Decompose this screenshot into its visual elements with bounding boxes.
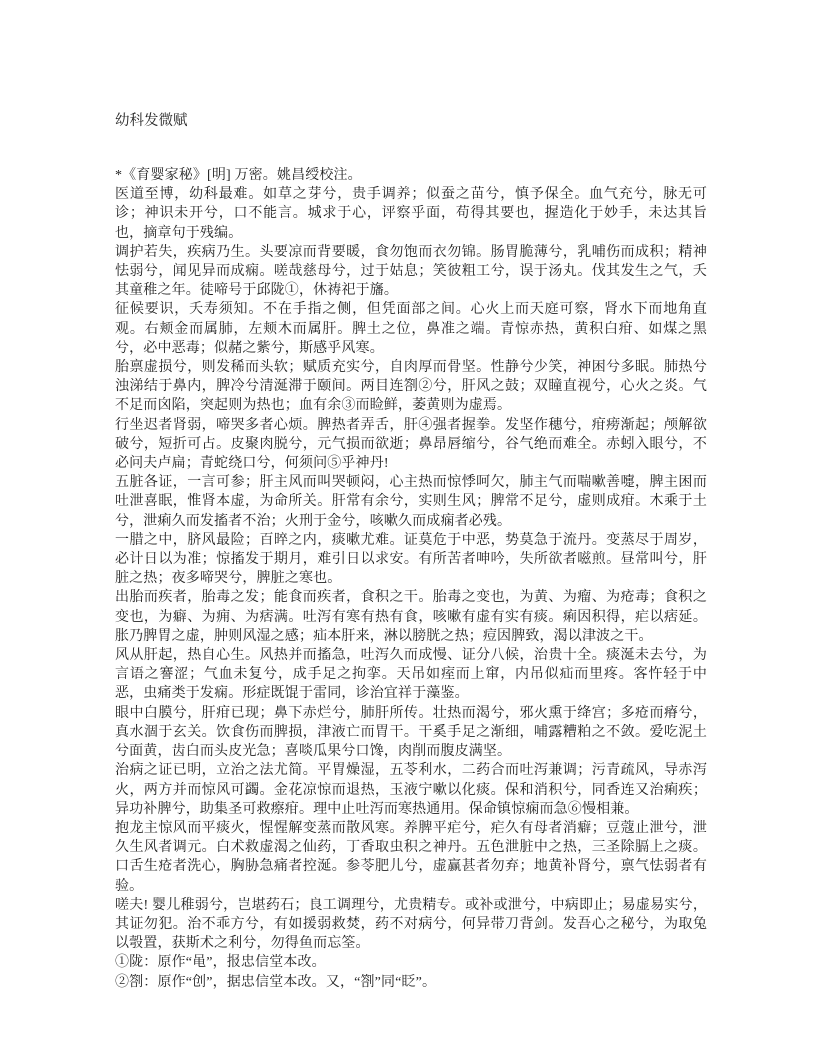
paragraph-12: 抱龙主惊风而平痰火，惺惺解变蒸而散风寒。养脾平疟兮，疟久有母者消癖；豆蔻止泄兮，泄久生风者调元。白术救虚渴之仙药，丁香取虫积之神丹。五色泄脏中之热，三圣除膈上之痰。口舌生疮者洗心，胸胁急痛者控涎。参苓肥儿兮，虚赢甚者勿弃；地黄补肾兮，禀气怯弱者有验。 (115, 820, 707, 894)
paragraph-8: 出胎而疾者，胎毒之发；能食而疾者，食积之干。胎毒之变也，为黄、为瘤、为疮毒；食积之变也，为癖、为痈、为痞满。吐泻有寒有热有食，咳嗽有虚有实有痰。痢因积得，疟以痞延。胀乃脾胃之虚，肿则风湿之感；疝本肝来，淋以膀胱之热；痘因脾致，渴以津波之干。 (115, 590, 707, 644)
paragraph-6: 五脏各证，一言可参；肝主风而叫哭顿闷，心主热而惊悸呵欠，肺主气而喘嗽善嚏，脾主困而吐泄喜眠，惟肾本虚，为命所关。肝常有余兮，实则生风；脾常不足兮，虚则成疳。木乘于土兮，泄痢久而发搐者不治；火刑于金兮，咳嗽久而成痫者必残。 (115, 475, 707, 529)
paragraph-1: 医道至博，幼科最难。如草之芽兮，贵手调养；似蚕之苗兮，慎予保全。血气充兮，脉无可诊；神识未开兮，口不能言。城求于心，评察乎面，苟得其要也，握造化于妙手，未达其旨也，摘章句于残编。 (115, 187, 707, 241)
paragraph-4: 胎禀虚损兮，则发稀而头软；赋质充实兮，自肉厚而骨坚。性静兮少笑，神困兮多眠。肺热兮浊涕结于鼻内，脾冷兮清涎滞于颐间。两目连劄②兮，肝风之鼓；双瞳直视兮，心火之炎。气不足而囟陷，突起则为热也；血有余③而睑鲜，萎黄则为虚焉。 (115, 360, 707, 414)
paragraph-11: 治病之证已明，立治之法尤简。平胃燥湿，五苓利水，二药合而吐泻兼调；污青疏风，导赤泻火，两方并而惊风可蠲。金花凉惊而退热，玉液宁嗽以化痰。保和消积兮，同香连又治痢疾；异功补脾兮，助集圣可救瘵疳。理中止吐泻而寒热通用。保命镇惊痫而急⑥慢相兼。 (115, 763, 707, 817)
paragraph-2: 调护若失，疾病乃生。头要凉而背要暖，食勿饱而衣勿锦。肠胃脆薄兮，乳哺伤而成积；精神怯弱兮，闻见异而成痫。嗟哉慈母兮，过于姑息；笑彼粗工兮，误于汤丸。伐其发生之气，夭其童稚之年。徒啼号于邱陇①，休祷祀于旛。 (115, 244, 707, 299)
paragraph-9: 风从肝起，热自心生。风热并而搐急，吐泻久而成慢、证分八候，治贵十全。痰涎未去兮，为言语之謇涩；气血未复兮，成手足之拘挛。天吊如痓而上窜，内吊似疝而里疼。客忤轻于中恶，虫痛类于发痫。形症既馄于雷同，诊治宜祥于藻鉴。 (115, 648, 707, 702)
paragraph-7: 一腊之中，脐风最险；百晬之内，痰嗽尤难。证莫危于中恶，势莫急于流丹。变蒸尽于周岁，必计日以为准；惊搐发于期月，难引日以求安。有所苦者呻吟，失所欲者嗞煎。昼常叫兮，肝脏之热；夜多啼哭兮，脾脏之寒也。 (115, 532, 707, 587)
attribution-line: *《育婴家秘》[明] 万密。姚昌绶校注。 (115, 168, 362, 183)
paragraph-13: 嗟夫! 婴儿稚弱兮，岂堪药石；良工调理兮，尤贵精专。或补或泄兮，中病即止；易虚易实兮，其证勿犯。治不乖方兮，有如援弱救焚，药不对病兮，何异带刀背剑。发吾心之秘兮，为取兔以彀置，获斯术之利兮，勿得鱼而忘筌。 (115, 897, 707, 952)
paragraph-5: 行坐迟者肾弱，啼哭多者心烦。脾热者弄舌，肝④强者握拳。发坚作穗兮，疳痨渐起；颅解欲破兮，短折可占。皮聚肉脱兮，元气损而欲逝；鼻昂唇缩兮，谷气绝而难全。赤蚓入眼兮，不必问夫卢扁；青蛇绕口兮，何须问⑤乎神丹! (115, 417, 707, 472)
paragraph-3: 征候要识，夭寿须知。不在手指之侧，但凭面部之间。心火上而天庭可察，肾水下而地角直观。右颊金而属肺，左颊木而属肝。脾土之位，鼻准之端。青惊赤热，黄积白疳、如煤之黑兮，必中恶毒；似赭之紫兮，斯感乎风寒。 (115, 302, 707, 356)
paragraph-10: 眼中白膜兮，肝疳已现；鼻下赤烂兮，肺肝所传。壮热而渴兮，邪火熏于绛宫；多疮而瘠兮，真水涸于玄关。饮食伤而脾损，津液亡而胃干。干奚手足之渐细，哺露糟粕之不敛。爱吃泥土兮面黄，齿白而头皮光急；喜啖瓜果兮口馋，肉削而腹皮满坚。 (115, 705, 707, 760)
footnote-1: ①陇：原作“黾”，报忠信堂本改。 (115, 955, 326, 971)
footnote-2: ②劄：原作“创”，据忠信堂本改。又，“劄”同“眨”。 (115, 974, 437, 990)
page-title: 幼科发微赋 (115, 113, 188, 129)
document-content (115, 112, 707, 992)
